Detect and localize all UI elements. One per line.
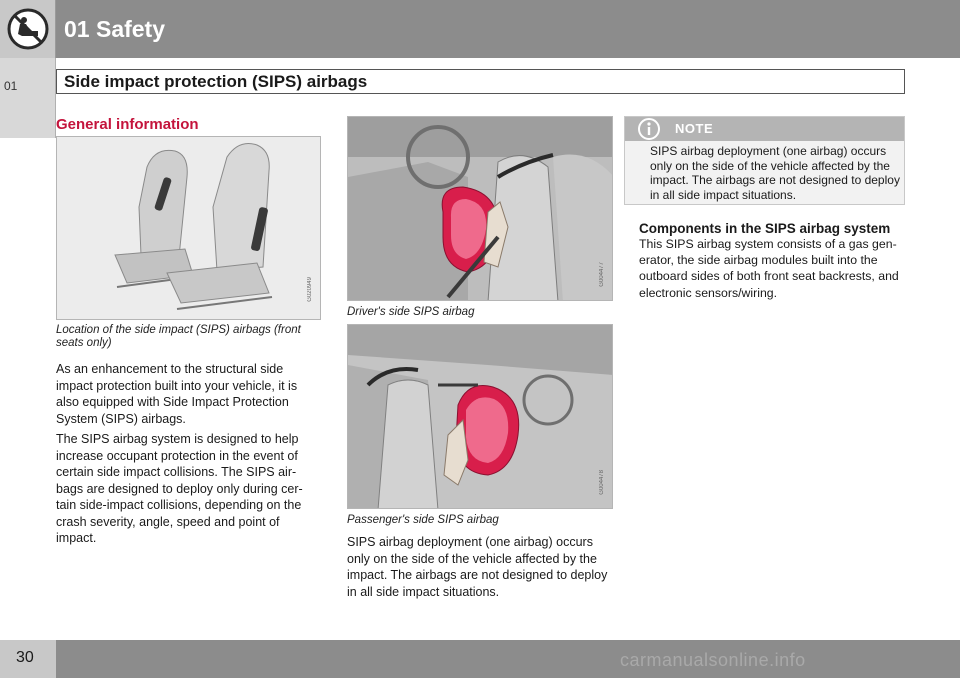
components-text: This SIPS airbag system consists of a gas gen-erator, the side airbag modules built into the outboard sides of both front seat backrests, and electronic sensors/wiring. bbox=[639, 237, 899, 300]
section-title: Side impact protection (SIPS) airbags bbox=[64, 72, 368, 91]
paragraph-2: The SIPS airbag system is designed to help increase occupant protection in the event of certain side impact collisions. The SIPS air-bags are designed to deploy only during cer-tain side-impact collisions, depending on the crash severity, angle, speed and point of impact. bbox=[56, 432, 303, 545]
page-number: 30 bbox=[16, 649, 34, 666]
chapter-icon-box bbox=[0, 0, 56, 58]
info-icon bbox=[637, 117, 661, 141]
note-header bbox=[625, 117, 904, 141]
chapter-tab bbox=[0, 58, 56, 138]
seats-figure-caption: Location of the side impact (SIPS) airbags (front seats only) bbox=[56, 324, 301, 349]
note-label: NOTE bbox=[675, 121, 714, 136]
note-text: SIPS airbag deployment (one airbag) occurs only on the side of the vehicle affected by the impact. The airbags are not designed to deploy in all side impact situations. bbox=[650, 144, 900, 202]
passenger-side-airbag-illustration bbox=[348, 325, 613, 509]
middle-paragraph: SIPS airbag deployment (one airbag) occurs only on the side of the vehicle affected by the impact. The airbags are not designed to deploy in all side impact situations. bbox=[347, 535, 608, 599]
passenger-airbag-figure bbox=[347, 324, 613, 509]
watermark: carmanualsonline.info bbox=[620, 650, 806, 670]
subheading-general-information: General information bbox=[56, 116, 199, 133]
footer-bar bbox=[0, 640, 960, 678]
components-heading: Components in the SIPS airbag system bbox=[639, 221, 891, 236]
driver-airbag-figure bbox=[347, 116, 613, 301]
note-box bbox=[624, 116, 905, 205]
figure-code: G004478 bbox=[599, 470, 605, 495]
chapter-title: 01 Safety bbox=[64, 16, 166, 42]
figure-code: G020949 bbox=[307, 277, 313, 302]
seats-figure bbox=[56, 136, 321, 320]
driver-airbag-caption: Driver's side SIPS airbag bbox=[347, 306, 475, 318]
figure-code: G004477 bbox=[599, 262, 605, 287]
passenger-airbag-caption: Passenger's side SIPS airbag bbox=[347, 514, 499, 526]
paragraph-1: As an enhancement to the structural side impact protection built into your vehicle, it is also equipped with Side Impact Protection System (SIPS) airbags. bbox=[56, 362, 298, 426]
front-seats-illustration bbox=[57, 137, 321, 320]
no-child-seat-warning-icon bbox=[0, 0, 56, 58]
chapter-tab-label: 01 bbox=[4, 79, 18, 93]
driver-side-airbag-illustration bbox=[348, 117, 613, 301]
